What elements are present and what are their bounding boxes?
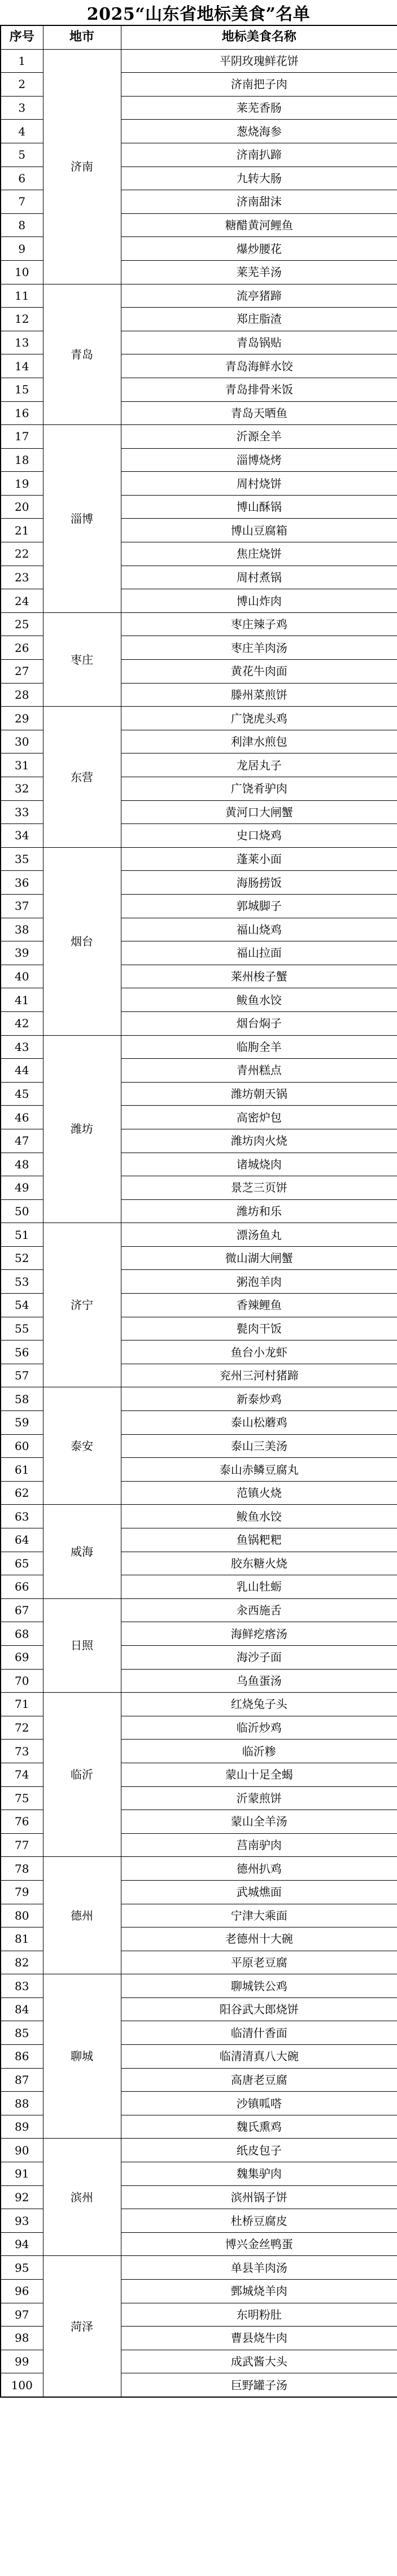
table-row <box>1 2256 397 2280</box>
row-index: 49 <box>1 1176 43 1200</box>
food-name: 兖州三河村猪蹄 <box>121 1364 397 1387</box>
row-index: 65 <box>1 1552 43 1575</box>
row-index: 5 <box>1 143 43 167</box>
food-name: 平原老豆腐 <box>121 1951 397 1974</box>
row-index: 51 <box>1 1223 43 1247</box>
food-name: 临清什香面 <box>121 2021 397 2045</box>
food-name: 临沂炒鸡 <box>121 1716 397 1740</box>
row-index: 16 <box>1 401 43 425</box>
food-name: 焦庄烧饼 <box>121 542 397 566</box>
food-name: 鱼锅粑粑 <box>121 1528 397 1552</box>
food-name: 泰山赤鳞豆腐丸 <box>121 1458 397 1482</box>
row-index: 62 <box>1 1481 43 1505</box>
table-row <box>1 1693 397 1716</box>
food-name: 蓬莱小面 <box>121 847 397 871</box>
row-index: 70 <box>1 1669 43 1693</box>
food-name: 纸皮包子 <box>121 2139 397 2162</box>
food-name: 海沙子面 <box>121 1645 397 1669</box>
row-index: 47 <box>1 1129 43 1153</box>
row-index: 88 <box>1 2092 43 2115</box>
food-name: 杜桥豆腐皮 <box>121 2209 397 2233</box>
table-row <box>1 2139 397 2162</box>
food-name: 高密炉包 <box>121 1106 397 1129</box>
row-index: 9 <box>1 237 43 261</box>
row-index: 41 <box>1 988 43 1012</box>
city-cell: 济南 <box>43 49 121 284</box>
row-index: 53 <box>1 1270 43 1294</box>
row-index: 57 <box>1 1364 43 1387</box>
food-name: 乳山牡蛎 <box>121 1575 397 1599</box>
table-row <box>1 1974 397 1998</box>
row-index: 26 <box>1 636 43 660</box>
row-index: 84 <box>1 1997 43 2021</box>
food-name: 博山酥锅 <box>121 495 397 519</box>
row-index: 23 <box>1 566 43 589</box>
food-name: 葱烧海参 <box>121 120 397 143</box>
food-name: 汆西施舌 <box>121 1598 397 1622</box>
row-index: 13 <box>1 331 43 354</box>
row-index: 12 <box>1 308 43 331</box>
row-index: 45 <box>1 1082 43 1106</box>
row-index: 56 <box>1 1340 43 1364</box>
row-index: 39 <box>1 941 43 965</box>
header-food-name: 地标美食名称 <box>121 25 397 49</box>
row-index: 64 <box>1 1528 43 1552</box>
row-index: 96 <box>1 2280 43 2303</box>
city-cell: 淄博 <box>43 425 121 613</box>
city-cell: 滨州 <box>43 2139 121 2256</box>
table-row <box>1 1035 397 1059</box>
row-index: 50 <box>1 1199 43 1223</box>
city-cell: 临沂 <box>43 1693 121 1857</box>
row-index: 44 <box>1 1059 43 1083</box>
food-name: 黄花牛肉面 <box>121 660 397 684</box>
food-name: 九转大肠 <box>121 167 397 190</box>
table-row <box>1 1505 397 1528</box>
city-cell: 日照 <box>43 1598 121 1692</box>
food-name: 漂汤鱼丸 <box>121 1223 397 1247</box>
row-index: 11 <box>1 284 43 308</box>
city-cell: 潍坊 <box>43 1035 121 1223</box>
row-index: 68 <box>1 1622 43 1646</box>
row-index: 76 <box>1 1810 43 1834</box>
food-name: 曹县烧牛肉 <box>121 2327 397 2350</box>
food-name: 高唐老豆腐 <box>121 2068 397 2092</box>
food-name: 沙镇呱嗒 <box>121 2092 397 2115</box>
row-index: 22 <box>1 542 43 566</box>
row-index: 55 <box>1 1317 43 1340</box>
row-index: 21 <box>1 519 43 542</box>
food-name: 郭城脚子 <box>121 894 397 918</box>
city-cell: 烟台 <box>43 847 121 1035</box>
row-index: 69 <box>1 1645 43 1669</box>
row-index: 14 <box>1 354 43 378</box>
row-index: 28 <box>1 683 43 707</box>
table-row <box>1 847 397 871</box>
table-row <box>1 425 397 449</box>
food-name: 沂蒙煎饼 <box>121 1786 397 1810</box>
food-name: 乌鱼蛋汤 <box>121 1669 397 1693</box>
row-index: 98 <box>1 2327 43 2350</box>
row-index: 20 <box>1 495 43 519</box>
row-index: 7 <box>1 190 43 214</box>
table-row <box>1 612 397 636</box>
food-name: 老德州十大碗 <box>121 1927 397 1951</box>
city-cell: 威海 <box>43 1505 121 1598</box>
row-index: 85 <box>1 2021 43 2045</box>
food-name: 青岛排骨米饭 <box>121 378 397 401</box>
page-title: 2025“山东省地标美食”名单 <box>86 5 311 24</box>
row-index: 87 <box>1 2068 43 2092</box>
city-cell: 东营 <box>43 707 121 848</box>
food-name: 阳谷武大郎烧饼 <box>121 1997 397 2021</box>
table-row <box>1 1598 397 1622</box>
food-name: 博山豆腐箱 <box>121 519 397 542</box>
food-name: 滕州菜煎饼 <box>121 683 397 707</box>
food-name: 利津水煎包 <box>121 730 397 753</box>
row-index: 78 <box>1 1857 43 1881</box>
food-name: 德州扒鸡 <box>121 1857 397 1881</box>
row-index: 52 <box>1 1246 43 1270</box>
food-name: 广饶虎头鸡 <box>121 707 397 730</box>
row-index: 17 <box>1 425 43 449</box>
food-name: 鲅鱼水饺 <box>121 988 397 1012</box>
food-name: 泰山松蘑鸡 <box>121 1411 397 1435</box>
table-row <box>1 49 397 73</box>
food-name: 临清清真八大碗 <box>121 2045 397 2069</box>
table-row <box>1 1857 397 1881</box>
table-row <box>1 1387 397 1411</box>
food-list-table <box>0 25 397 2398</box>
food-name: 莱州梭子蟹 <box>121 965 397 988</box>
city-cell: 德州 <box>43 1857 121 1974</box>
row-index: 36 <box>1 871 43 895</box>
food-name: 莒南驴肉 <box>121 1833 397 1857</box>
food-name: 郑庄脂渣 <box>121 308 397 331</box>
food-name: 单县羊肉汤 <box>121 2256 397 2280</box>
food-name: 范镇火烧 <box>121 1481 397 1505</box>
food-name: 济南甜沫 <box>121 190 397 214</box>
food-name: 巨野罐子汤 <box>121 2373 397 2397</box>
row-index: 19 <box>1 472 43 496</box>
row-index: 92 <box>1 2185 43 2209</box>
food-name: 博兴金丝鸭蛋 <box>121 2232 397 2256</box>
row-index: 82 <box>1 1951 43 1974</box>
food-name: 济南把子肉 <box>121 73 397 97</box>
food-name: 枣庄羊肉汤 <box>121 636 397 660</box>
food-name: 鄄城烧羊肉 <box>121 2280 397 2303</box>
row-index: 79 <box>1 1880 43 1904</box>
city-cell: 济宁 <box>43 1223 121 1387</box>
city-cell: 泰安 <box>43 1387 121 1505</box>
row-index: 3 <box>1 96 43 120</box>
food-name: 蒙山全羊汤 <box>121 1810 397 1834</box>
row-index: 40 <box>1 965 43 988</box>
food-name: 粥泡羊肉 <box>121 1270 397 1294</box>
food-name: 甏肉干饭 <box>121 1317 397 1340</box>
food-name: 临朐全羊 <box>121 1035 397 1059</box>
food-name: 青岛锅贴 <box>121 331 397 354</box>
food-name: 糖醋黄河鲤鱼 <box>121 213 397 237</box>
row-index: 73 <box>1 1740 43 1763</box>
row-index: 99 <box>1 2350 43 2373</box>
food-name: 滨州锅子饼 <box>121 2185 397 2209</box>
city-cell: 青岛 <box>43 284 121 425</box>
food-name: 福山拉面 <box>121 941 397 965</box>
food-name: 海肠捞饭 <box>121 871 397 895</box>
food-name: 宁津大乘面 <box>121 1904 397 1927</box>
row-index: 4 <box>1 120 43 143</box>
row-index: 74 <box>1 1763 43 1786</box>
food-name: 海鲜疙瘩汤 <box>121 1622 397 1646</box>
food-name: 博山炸肉 <box>121 589 397 613</box>
row-index: 59 <box>1 1411 43 1435</box>
food-name: 武城燋面 <box>121 1880 397 1904</box>
city-cell: 聊城 <box>43 1974 121 2139</box>
row-index: 71 <box>1 1693 43 1716</box>
row-index: 10 <box>1 260 43 284</box>
food-name: 新泰炒鸡 <box>121 1387 397 1411</box>
food-name: 济南扒蹄 <box>121 143 397 167</box>
row-index: 32 <box>1 777 43 801</box>
table-header-row <box>1 25 397 49</box>
food-name: 周村烧饼 <box>121 472 397 496</box>
row-index: 2 <box>1 73 43 97</box>
row-index: 31 <box>1 753 43 777</box>
food-name: 潍坊和乐 <box>121 1199 397 1223</box>
row-index: 38 <box>1 918 43 941</box>
row-index: 81 <box>1 1927 43 1951</box>
row-index: 72 <box>1 1716 43 1740</box>
food-name: 周村煮锅 <box>121 566 397 589</box>
row-index: 15 <box>1 378 43 401</box>
row-index: 42 <box>1 1011 43 1035</box>
row-index: 35 <box>1 847 43 871</box>
food-name: 青岛海鲜水饺 <box>121 354 397 378</box>
food-name: 成武酱大头 <box>121 2350 397 2373</box>
food-name: 沂源全羊 <box>121 425 397 449</box>
header-city: 地市 <box>43 25 121 49</box>
row-index: 83 <box>1 1974 43 1998</box>
row-index: 91 <box>1 2162 43 2186</box>
row-index: 34 <box>1 824 43 848</box>
food-name: 平阴玫瑰鲜花饼 <box>121 49 397 73</box>
row-index: 75 <box>1 1786 43 1810</box>
row-index: 18 <box>1 448 43 472</box>
row-index: 27 <box>1 660 43 684</box>
row-index: 61 <box>1 1458 43 1482</box>
row-index: 100 <box>1 2373 43 2397</box>
row-index: 66 <box>1 1575 43 1599</box>
food-name: 魏氏熏鸡 <box>121 2115 397 2139</box>
food-name: 枣庄辣子鸡 <box>121 612 397 636</box>
row-index: 97 <box>1 2303 43 2327</box>
food-name: 景芝三页饼 <box>121 1176 397 1200</box>
food-name: 莱芜羊汤 <box>121 260 397 284</box>
table-row <box>1 1223 397 1247</box>
food-name: 潍坊肉火烧 <box>121 1129 397 1153</box>
table-row <box>1 707 397 730</box>
row-index: 29 <box>1 707 43 730</box>
row-index: 93 <box>1 2209 43 2233</box>
food-name: 东明粉肚 <box>121 2303 397 2327</box>
city-cell: 枣庄 <box>43 612 121 706</box>
food-name: 魏集驴肉 <box>121 2162 397 2186</box>
food-name: 香辣鲤鱼 <box>121 1294 397 1317</box>
row-index: 80 <box>1 1904 43 1927</box>
food-name: 莱芜香肠 <box>121 96 397 120</box>
food-name: 龙居丸子 <box>121 753 397 777</box>
row-index: 95 <box>1 2256 43 2280</box>
row-index: 60 <box>1 1434 43 1458</box>
food-name: 黄河口大闸蟹 <box>121 800 397 824</box>
row-index: 24 <box>1 589 43 613</box>
food-name: 爆炒腰花 <box>121 237 397 261</box>
row-index: 46 <box>1 1106 43 1129</box>
food-name: 临沂糁 <box>121 1740 397 1763</box>
food-name: 聊城铁公鸡 <box>121 1974 397 1998</box>
row-index: 63 <box>1 1505 43 1528</box>
row-index: 94 <box>1 2232 43 2256</box>
food-name: 胶东糖火烧 <box>121 1552 397 1575</box>
row-index: 6 <box>1 167 43 190</box>
header-index: 序号 <box>1 25 43 49</box>
food-name: 淄博烧烤 <box>121 448 397 472</box>
row-index: 86 <box>1 2045 43 2069</box>
row-index: 30 <box>1 730 43 753</box>
row-index: 54 <box>1 1294 43 1317</box>
row-index: 58 <box>1 1387 43 1411</box>
row-index: 43 <box>1 1035 43 1059</box>
food-name: 青岛天晒鱼 <box>121 401 397 425</box>
row-index: 67 <box>1 1598 43 1622</box>
food-name: 红烧兔子头 <box>121 1693 397 1716</box>
city-cell: 菏泽 <box>43 2256 121 2397</box>
food-name: 潍坊朝天锅 <box>121 1082 397 1106</box>
row-index: 33 <box>1 800 43 824</box>
food-name: 鱼台小龙虾 <box>121 1340 397 1364</box>
food-name: 烟台焖子 <box>121 1011 397 1035</box>
row-index: 37 <box>1 894 43 918</box>
food-name: 蒙山十足全蝎 <box>121 1763 397 1786</box>
table-row <box>1 284 397 308</box>
row-index: 8 <box>1 213 43 237</box>
food-name: 流亭猪蹄 <box>121 284 397 308</box>
food-name: 福山烧鸡 <box>121 918 397 941</box>
food-name: 鲅鱼水饺 <box>121 1505 397 1528</box>
food-name: 泰山三美汤 <box>121 1434 397 1458</box>
row-index: 77 <box>1 1833 43 1857</box>
row-index: 89 <box>1 2115 43 2139</box>
food-name: 诸城烧肉 <box>121 1153 397 1176</box>
row-index: 1 <box>1 49 43 73</box>
row-index: 25 <box>1 612 43 636</box>
food-name: 史口烧鸡 <box>121 824 397 848</box>
food-name: 广饶肴驴肉 <box>121 777 397 801</box>
food-name: 微山湖大闸蟹 <box>121 1246 397 1270</box>
row-index: 48 <box>1 1153 43 1176</box>
row-index: 90 <box>1 2139 43 2162</box>
food-name: 青州糕点 <box>121 1059 397 1083</box>
